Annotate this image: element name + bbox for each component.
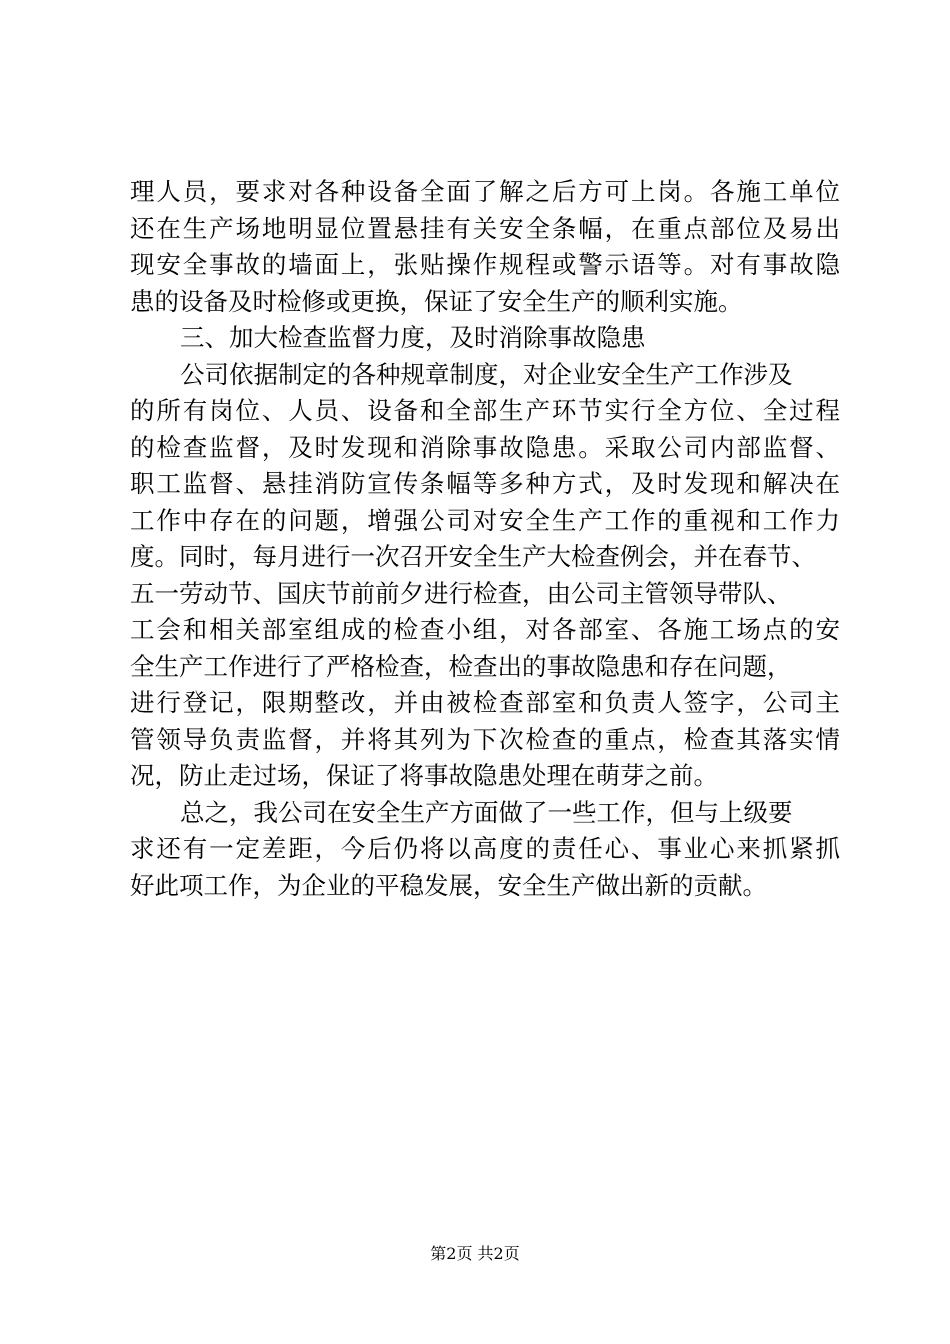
text-line: 好此项工作，为企业的平稳发展，安全生产做出新的贡献。: [130, 870, 767, 900]
text-line: 公司依据制定的各种规章制度，对企业安全生产工作涉及: [180, 359, 793, 389]
text-line: 还在生产场地明显位置悬挂有关安全条幅，在重点部位及易出: [130, 213, 840, 243]
text-line: 患的设备及时检修或更换，保证了安全生产的顺利实施。: [130, 286, 743, 316]
text-line: 总之，我公司在安全生产方面做了一些工作，但与上级要: [180, 797, 793, 827]
section-heading: 三、加大检查监督力度，及时消除事故隐患: [180, 323, 646, 352]
text-line: 职工监督、悬挂消防宣传条幅等多种方式，及时发现和解决在: [130, 469, 840, 498]
text-line: 的所有岗位、人员、设备和全部生产环节实行全方位、全过程: [130, 396, 840, 425]
text-line: 况，防止走过场，保证了将事故隐患处理在萌芽之前。: [130, 761, 718, 790]
document-body: [130, 174, 840, 904]
text-line: 工会和相关部室组成的检查小组，对各部室、各施工场点的安: [130, 615, 840, 644]
text-line: 全生产工作进行了严格检查，检查出的事故隐患和存在问题，: [130, 651, 792, 681]
text-line: 求还有一定差距，今后仍将以高度的责任心、事业心来抓紧抓: [130, 834, 840, 863]
text-line: 工作中存在的问题，增强公司对安全生产工作的重视和工作力: [130, 505, 840, 535]
text-line: 管领导负责监督，并将其列为下次检查的重点，检查其落实情: [130, 724, 840, 754]
text-line: 理人员，要求对各种设备全面了解之后方可上岗。各施工单位: [130, 177, 840, 206]
page-number-footer: 第2页 共2页: [430, 1244, 520, 1263]
text-line: 度。同时，每月进行一次召开安全生产大检查例会，并在春节、: [130, 542, 816, 571]
text-line: 的检查监督，及时发现和消除事故隐患。采取公司内部监督、: [130, 432, 840, 462]
text-line: 进行登记，限期整改，并由被检查部室和负责人签字，公司主: [130, 688, 840, 717]
text-line: 现安全事故的墙面上，张贴操作规程或警示语等。对有事故隐: [130, 250, 840, 279]
text-line: 五一劳动节、国庆节前前夕进行检查，由公司主管领导带队、: [130, 578, 792, 608]
